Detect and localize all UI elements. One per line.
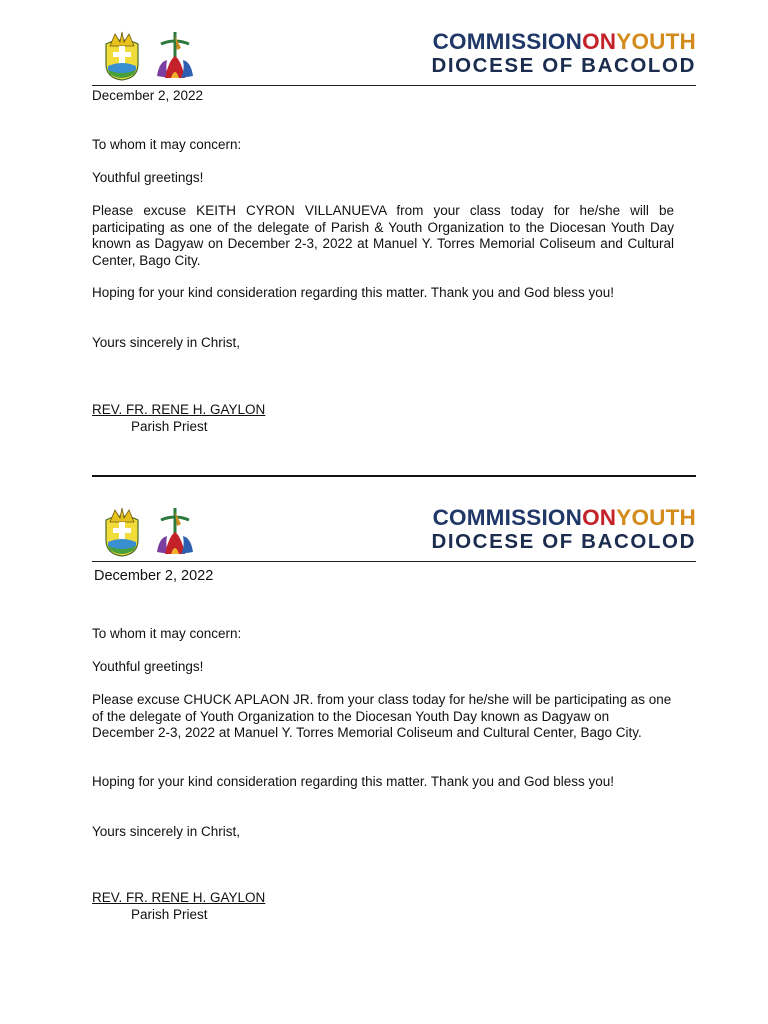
closing-line: Hoping for your kind consideration regarding this matter. Thank you and God bless you!: [92, 285, 615, 300]
youth-ministry-logo-icon: [151, 30, 199, 82]
brand-commission: COMMISSION: [432, 505, 583, 530]
letterhead: [0, 476, 768, 562]
valediction: Yours sincerely in Christ,: [92, 335, 241, 350]
letterhead: [0, 0, 768, 86]
brand-diocese: DIOCESE OF BACOLOD: [431, 54, 696, 77]
letter-date: December 2, 2022: [92, 88, 204, 103]
brand-youth: YOUTH: [616, 29, 696, 54]
greeting: Youthful greetings!: [92, 659, 204, 674]
header-divider: [92, 85, 696, 86]
brand-on: ON: [582, 29, 617, 54]
signatory-name: REV. FR. RENE H. GAYLON: [92, 402, 266, 417]
youth-ministry-logo-icon: [151, 506, 199, 558]
signature-block: [92, 890, 674, 923]
signatory-title: Parish Priest: [131, 418, 208, 434]
brand-on: ON: [582, 505, 617, 530]
excuse-letter-1: [0, 0, 768, 434]
letter-date: December 2, 2022: [94, 568, 214, 584]
salutation: To whom it may concern:: [92, 137, 242, 152]
letter-body: Please excuse CHUCK APLAON JR. from your class today for he/she will be participating as one of the delegate of Youth Organization to the Diocesan Youth Day known as Dagyaw on December 2-3, 2022 at Manuel Y. Torres Memorial Coliseum and Cultural Center, Bago City.: [92, 692, 672, 740]
brand-diocese: DIOCESE OF BACOLOD: [431, 530, 696, 553]
diocese-seal-icon: [98, 506, 146, 558]
header-divider: [92, 561, 696, 562]
closing-line: Hoping for your kind consideration regarding this matter. Thank you and God bless you!: [92, 774, 615, 789]
diocese-seal-icon: [98, 30, 146, 82]
salutation: To whom it may concern:: [92, 626, 242, 641]
brand-youth: YOUTH: [616, 505, 696, 530]
commission-on-youth-wordmark: [431, 30, 696, 77]
greeting: Youthful greetings!: [92, 170, 204, 185]
letter-body: Please excuse KEITH CYRON VILLANUEVA from your class today for he/she will be participating as one of the delegate of Parish & Youth Organization to the Diocesan Youth Day known as Dagyaw on December 2-3, 2022 at Manuel Y. Torres Memorial Coliseum and Cultural Center, Bago City.: [92, 203, 674, 268]
signature-block: [92, 402, 674, 435]
signatory-title: Parish Priest: [131, 906, 208, 922]
commission-on-youth-wordmark: [431, 506, 696, 553]
brand-commission: COMMISSION: [432, 29, 583, 54]
valediction: Yours sincerely in Christ,: [92, 824, 241, 839]
excuse-letter-2: [0, 476, 768, 922]
signatory-name: REV. FR. RENE H. GAYLON: [92, 890, 266, 905]
